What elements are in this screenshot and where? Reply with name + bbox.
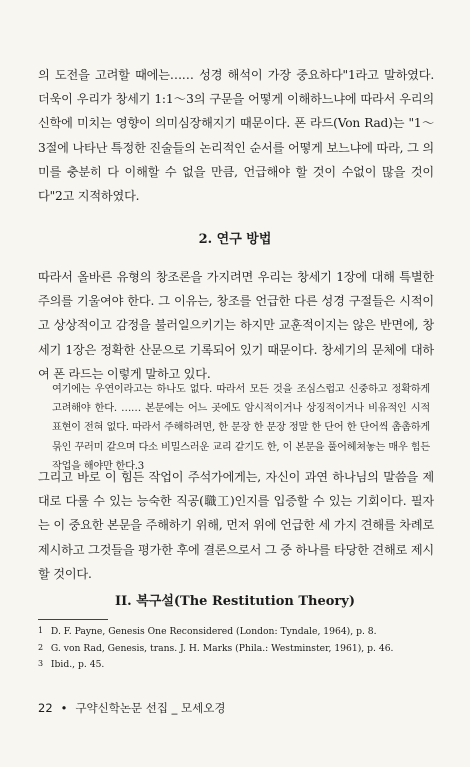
footnote-item — [38, 623, 438, 640]
footnote-number: 3 — [38, 659, 44, 668]
book-title: 구약신학논문 선집 _ 모세오경 — [75, 701, 226, 715]
footnote-number: 1 — [38, 626, 44, 635]
block-quote: 여기에는 우연이라고는 하나도 없다. 따라서 모든 것을 조심스럽고 신중하고 정확하게 고려해야 한다. …… 본문에는 어느 곳에도 암시적이거나 상징적이거나 비유적인 시적 표현이 전혀 없다. 따라서 주해하려면, 한 문장 한 문장 정말 한 단어 한 단어씩 촘촘하게 묶인 꾸러미 같으며 다소 비밀스러운 교리 같기도 한, 이 본문을 풀어헤쳐놓는 매우 힘든 작업을 해야만 한다.3 — [52, 384, 430, 472]
footnote-number: 2 — [38, 642, 44, 652]
footnote-divider — [38, 619, 108, 620]
paragraph-1: 의 도전을 고려할 때에는…… 성경 해석이 가장 중요하다"1라고 말하였다. 더욱이 우리가 창세기 1:1～3의 구문을 어떻게 이해하느냐에 따라서 우리의 신학에 미치는 영향이 의미심장해지기 때문이다. 폰 라드(Von Rad)는 "1～3절에 나타난 특정한 진술들의 논리적인 순서를 어떻게 보느냐에 따라, 그 의미를 충분히 다 이해할 수 없을 만큼, 언급해야 할 것이 수없이 많을 것이다"2고 지적하였다. — [38, 68, 434, 204]
footnote-item — [38, 656, 438, 673]
page-footer — [38, 700, 438, 716]
page-number: 22 — [38, 701, 53, 715]
footer-separator: • — [60, 701, 68, 715]
footnote-list — [38, 623, 438, 673]
paragraph-2: 따라서 올바른 유형의 창조론을 가지려면 우리는 창세기 1장에 대해 특별한 주의를 기울여야 한다. 그 이유는, 창조를 언급한 다른 성경 구절들은 시적이고 상상적이고 감정을 불러일으키기는 하지만 교훈적이지는 않은 반면에, 창세기 1장은 정확한 산문으로 기록되어 있기 때문이다. 창세기의 문체에 대하여 폰 라드는 이렇게 말하고 있다. — [38, 270, 434, 381]
paragraph-3: 그리고 바로 이 힘든 작업이 주석가에게는, 자신이 과연 하나님의 말씀을 제대로 다룰 수 있는 능숙한 직공(職工)인지를 입증할 수 있는 기회이다. 필자는 이 중요한 본문을 주해하기 위해, 먼저 위에 언급한 세 가지 견해를 차례로 제시하고 그것들을 평가한 후에 결론으로서 그 중 하나를 타당한 견해로 제시할 것이다. — [38, 470, 434, 581]
footnote-text: G. von Rad, Genesis, trans. J. H. Marks (Phila.: Westminster, 1961), p. 46. — [50, 642, 394, 654]
footnote-item — [38, 640, 438, 657]
section-heading-method: 2. 연구 방법 — [198, 232, 272, 247]
footnote-text: Ibid., p. 45. — [50, 659, 105, 670]
section-heading-restitution: II. 복구설(The Restitution Theory) — [115, 594, 355, 609]
footnote-text: D. F. Payne, Genesis One Reconsidered (London: Tyndale, 1964), p. 8. — [50, 626, 377, 637]
